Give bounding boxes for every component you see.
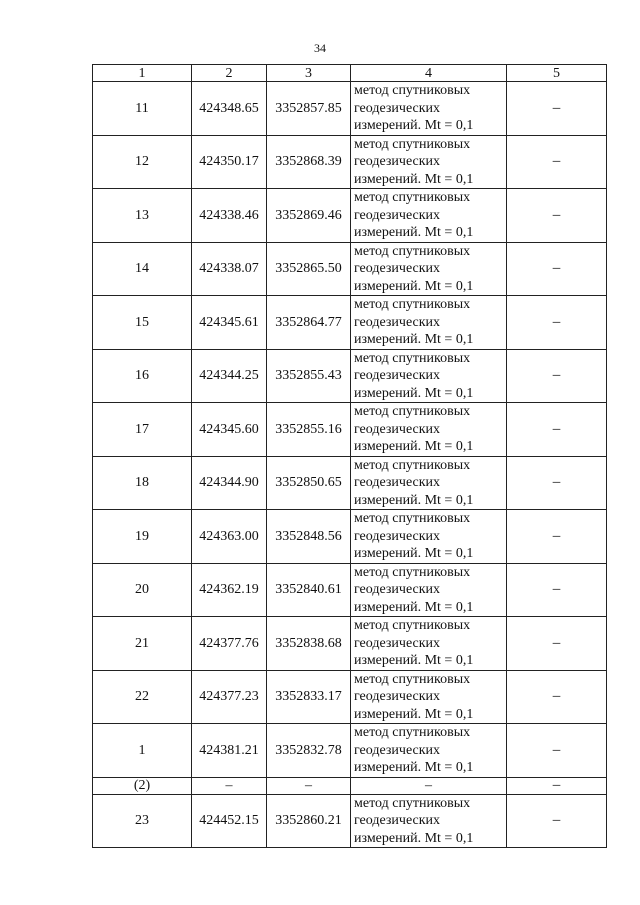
method-line: геодезических <box>354 421 441 437</box>
note-cell: – <box>507 189 607 243</box>
method-line: измерений. Mt = 0,1 <box>354 653 474 668</box>
y-coordinate-cell: 3352850.65 <box>267 456 351 510</box>
method-line: метод спутниковых <box>354 618 471 633</box>
point-number-cell: 11 <box>93 82 192 136</box>
method-line: измерений. Mt = 0,1 <box>354 278 474 294</box>
header-cell-3: 3 <box>267 65 351 82</box>
method-line: геодезических <box>354 314 441 330</box>
note-cell: – <box>507 617 607 671</box>
method-line: геодезических <box>354 100 441 116</box>
method-cell <box>351 189 507 243</box>
method-cell <box>351 724 507 778</box>
note-cell: – <box>507 724 607 778</box>
method-line: геодезических <box>354 528 441 544</box>
note-cell: – <box>507 242 607 296</box>
method-cell <box>351 670 507 724</box>
method-line: измерений. Mt = 0,1 <box>354 171 474 187</box>
point-number-cell: 12 <box>93 135 192 189</box>
table-row <box>93 456 607 510</box>
x-coordinate-cell: 424381.21 <box>192 724 267 778</box>
method-line: измерений. Mt = 0,1 <box>354 492 474 508</box>
x-coordinate-cell: 424345.61 <box>192 296 267 350</box>
point-number-cell: 17 <box>93 403 192 457</box>
y-coordinate-cell: 3352855.16 <box>267 403 351 457</box>
method-cell <box>351 242 507 296</box>
x-coordinate-cell: 424363.00 <box>192 510 267 564</box>
method-line: геодезических <box>354 635 441 651</box>
table-row <box>93 296 607 350</box>
method-line: метод спутниковых <box>354 725 471 740</box>
note-cell: – <box>507 670 607 724</box>
method-line: геодезических <box>354 689 441 704</box>
method-line: геодезических <box>354 742 441 758</box>
method-cell <box>351 563 507 617</box>
method-line: геодезических <box>354 261 441 276</box>
y-coordinate-cell: 3352833.17 <box>267 670 351 724</box>
method-line: метод спутниковых <box>354 457 471 473</box>
separator-note-cell: – <box>507 777 607 794</box>
y-coordinate-cell: 3352832.78 <box>267 724 351 778</box>
y-coordinate-cell: 3352864.77 <box>267 296 351 350</box>
note-cell: – <box>507 403 607 457</box>
note-cell: – <box>507 456 607 510</box>
note-cell: – <box>507 794 607 848</box>
x-coordinate-cell: 424377.76 <box>192 617 267 671</box>
point-number-cell: 16 <box>93 349 192 403</box>
x-coordinate-cell: 424344.25 <box>192 349 267 403</box>
separator-x-cell: – <box>192 777 267 794</box>
note-cell: – <box>507 296 607 350</box>
table-row <box>93 617 607 671</box>
method-cell <box>351 403 507 457</box>
table-row <box>93 135 607 189</box>
method-line: геодезических <box>354 154 441 169</box>
point-number-cell: 1 <box>93 724 192 778</box>
point-number-cell: 20 <box>93 563 192 617</box>
x-coordinate-cell: 424344.90 <box>192 456 267 510</box>
table-row <box>93 510 607 564</box>
method-line: измерений. Mt = 0,1 <box>354 225 474 240</box>
method-line: метод спутниковых <box>354 795 471 811</box>
point-number-cell: 22 <box>93 670 192 724</box>
method-line: измерений. Mt = 0,1 <box>354 706 474 722</box>
page-number: 34 <box>314 41 326 55</box>
method-line: метод спутниковых <box>354 404 471 419</box>
method-line: геодезических <box>354 207 441 223</box>
note-cell: – <box>507 349 607 403</box>
table-header-row <box>93 65 607 82</box>
method-cell <box>351 617 507 671</box>
x-coordinate-cell: 424362.19 <box>192 563 267 617</box>
x-coordinate-cell: 424338.46 <box>192 189 267 243</box>
x-coordinate-cell: 424452.15 <box>192 794 267 848</box>
y-coordinate-cell: 3352869.46 <box>267 189 351 243</box>
point-number-cell: 18 <box>93 456 192 510</box>
header-cell-1: 1 <box>93 65 192 82</box>
table-row <box>93 349 607 403</box>
y-coordinate-cell: 3352860.21 <box>267 794 351 848</box>
method-line: геодезических <box>354 813 441 828</box>
x-coordinate-cell: 424338.07 <box>192 242 267 296</box>
header-cell-4: 4 <box>351 65 507 82</box>
point-number-cell: 15 <box>93 296 192 350</box>
method-line: геодезических <box>354 475 441 490</box>
note-cell: – <box>507 82 607 136</box>
y-coordinate-cell: 3352840.61 <box>267 563 351 617</box>
coordinates-table <box>92 64 607 848</box>
header-cell-5: 5 <box>507 65 607 82</box>
method-line: геодезических <box>354 582 441 597</box>
method-cell <box>351 135 507 189</box>
method-line: метод спутниковых <box>354 671 471 687</box>
separator-method-cell: – <box>351 777 507 794</box>
method-line: метод спутниковых <box>354 190 471 205</box>
point-number-cell: 21 <box>93 617 192 671</box>
x-coordinate-cell: 424348.65 <box>192 82 267 136</box>
method-cell <box>351 510 507 564</box>
header-cell-2: 2 <box>192 65 267 82</box>
method-line: метод спутниковых <box>354 511 471 526</box>
table-row <box>93 563 607 617</box>
method-line: измерений. Mt = 0,1 <box>354 439 474 454</box>
separator-y-cell: – <box>267 777 351 794</box>
table-row <box>93 82 607 136</box>
note-cell: – <box>507 135 607 189</box>
point-number-cell: 13 <box>93 189 192 243</box>
method-line: измерений. Mt = 0,1 <box>354 599 474 615</box>
method-line: метод спутниковых <box>354 350 471 366</box>
point-number-cell: 23 <box>93 794 192 848</box>
method-line: геодезических <box>354 368 441 383</box>
method-cell <box>351 794 507 848</box>
method-cell <box>351 349 507 403</box>
method-line: метод спутниковых <box>354 564 471 580</box>
method-line: измерений. Mt = 0,1 <box>354 546 474 561</box>
y-coordinate-cell: 3352848.56 <box>267 510 351 564</box>
method-cell <box>351 456 507 510</box>
method-line: метод спутниковых <box>354 297 471 312</box>
method-line: измерений. Mt = 0,1 <box>354 118 474 133</box>
method-line: измерений. Mt = 0,1 <box>354 760 474 775</box>
y-coordinate-cell: 3352855.43 <box>267 349 351 403</box>
y-coordinate-cell: 3352838.68 <box>267 617 351 671</box>
method-line: измерений. Mt = 0,1 <box>354 332 474 347</box>
method-line: метод спутниковых <box>354 243 471 259</box>
y-coordinate-cell: 3352868.39 <box>267 135 351 189</box>
x-coordinate-cell: 424377.23 <box>192 670 267 724</box>
method-line: измерений. Mt = 0,1 <box>354 385 474 401</box>
table-row <box>93 670 607 724</box>
method-cell <box>351 82 507 136</box>
note-cell: – <box>507 563 607 617</box>
x-coordinate-cell: 424350.17 <box>192 135 267 189</box>
y-coordinate-cell: 3352865.50 <box>267 242 351 296</box>
table-row <box>93 403 607 457</box>
note-cell: – <box>507 510 607 564</box>
separator-label-cell: (2) <box>93 777 192 794</box>
method-cell <box>351 296 507 350</box>
separator-row <box>93 777 607 794</box>
table-row <box>93 242 607 296</box>
method-line: метод спутниковых <box>354 136 471 152</box>
point-number-cell: 19 <box>93 510 192 564</box>
point-number-cell: 14 <box>93 242 192 296</box>
method-line: метод спутниковых <box>354 83 471 98</box>
x-coordinate-cell: 424345.60 <box>192 403 267 457</box>
table-row <box>93 724 607 778</box>
y-coordinate-cell: 3352857.85 <box>267 82 351 136</box>
table-row <box>93 189 607 243</box>
method-line: измерений. Mt = 0,1 <box>354 830 474 846</box>
table-row <box>93 794 607 848</box>
